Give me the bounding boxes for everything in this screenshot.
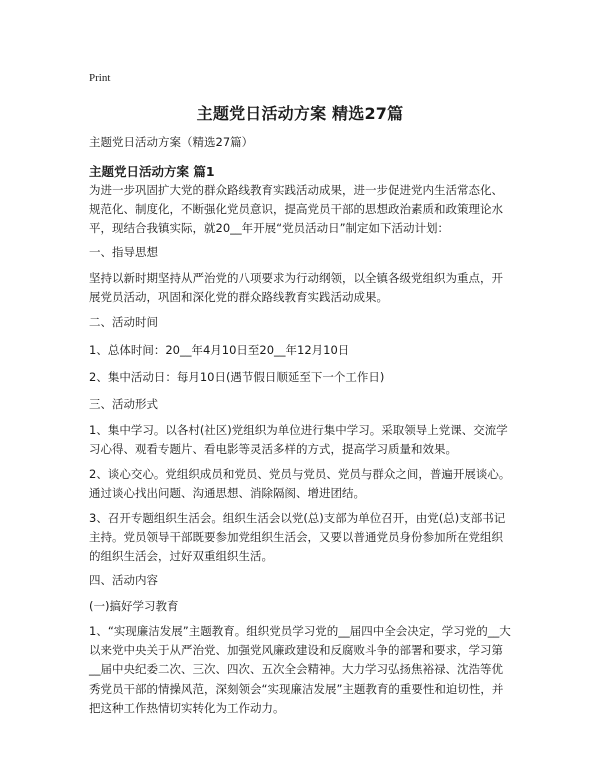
document-subtitle: 主题党日活动方案（精选27篇） [89,135,254,149]
section-title-activity-form: 三、活动形式 [89,397,158,411]
subsection-title-study-education: (一)搞好学习教育 [89,599,179,613]
section-title-activity-content: 四、活动内容 [89,573,158,587]
study-education-paragraph: 1、“实现廉洁发展”主题教育。组织党员学习党的__届四中全会决定，学习党的__大以来党中央关于从严治党、加强党风廉政建设和反腐败斗争的部署和要求，学习第__届中央纪委二次、三次、四次、五次全会精神。大力学习弘扬焦裕禄、沈浩等优秀党员干部的情操风范，深刻领会“实现廉洁发展”主题教育的重要性和迫切性，并把这种工作热情切实转化为工作动力。 [89,624,511,715]
activity-time-focus-day: 2、集中活动日：每月10日(遇节假日顺延至下一个工作日) [89,370,385,384]
section-title-activity-time: 二、活动时间 [89,315,158,329]
activity-form-study: 1、集中学习。以各村(社区)党组织为单位进行集中学习。采取领导上党课、交流学习心得、观看专题片、看电影等灵活多样的方式，提高学习质量和效果。 [89,423,508,457]
intro-paragraph: 为进一步巩固扩大党的群众路线教育实践活动成果，进一步促进党内生活常态化、规范化、制度化，不断强化党员意识，提高党员干部的思想政治素质和政策理论水平，现结合我镇实际，就20__年开展“党员活动日”制定如下活动计划： [89,183,503,236]
activity-form-meeting: 3、召开专题组织生活会。组织生活会以党(总)支部为单位召开，由党(总)支部书记主持。党员领导干部既要参加党组织生活会，又要以普通党员身份参加所在党组织的组织生活会，过好双重组织生活。 [89,511,506,564]
guiding-ideology-paragraph: 坚持以新时期坚持从严治党的八项要求为行动纲领，以全镇各级党组织为重点，开展党员活动，巩固和深化党的群众路线教育实践活动成果。 [89,271,503,305]
section-title-guiding-ideology: 一、指导思想 [89,245,158,259]
activity-time-overall: 1、总体时间：20__年4月10日至20__年12月10日 [89,343,350,357]
print-label[interactable]: Print [89,72,111,84]
document-title: 主题党日活动方案 精选27篇 [196,104,404,123]
activity-form-talk: 2、谈心交心。党组织成员和党员、党员与党员、党员与群众之间，普遍开展谈心。通过谈心找出问题、沟通思想、消除隔阂、增进团结。 [89,467,511,501]
section-heading: 主题党日活动方案 篇1 [89,164,215,179]
